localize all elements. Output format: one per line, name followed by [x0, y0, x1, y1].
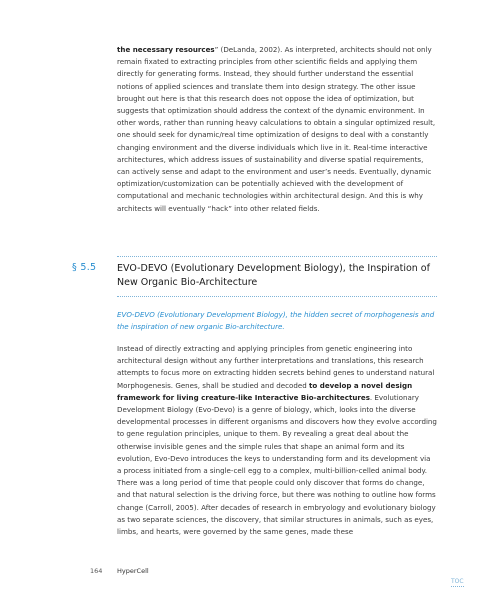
running-footer-title: HyperCell: [117, 567, 149, 575]
section-title: EVO-DEVO (Evolutionary Development Biology), the Inspiration of New Organic Bio-Architecture: [117, 263, 430, 288]
toc-link[interactable]: TOC: [451, 578, 464, 585]
body-paragraph: [117, 343, 437, 538]
section-divider-top: [117, 256, 437, 257]
bold-phrase: the necessary resources: [117, 45, 215, 54]
page-number: 164: [90, 567, 103, 575]
paragraph-text: Instead of directly extracting and applying principles from genetic engineering into architectural design without any further interpretations and translations, this research attempts to focus more on extracting hidden secrets behind genes to understand natural Morphogenesis. Genes, shall be studied and decoded: [117, 344, 435, 390]
section-divider-bottom: [117, 296, 437, 297]
body-paragraph: [117, 44, 437, 215]
section-number: § 5.5: [72, 262, 97, 273]
bold-phrase: to develop a novel design framework for living creature-like Interactive Bio-architectures: [117, 380, 413, 402]
paragraph-text: . Evolutionary Development Biology (Evo-Devo) is a genre of biology, which, looks into the diverse developmental processes in different organisms and discovers how they evolve according to gene regulation principles, unique to them. By revealing a great deal about the otherwise invisible genes and the simple rules that shape an animal form and its evolution, Evo-Devo introduces the keys to understanding form and its development via a process initiated from a single-cell egg to a complex, multi-billion-celled animal body. There was a long period of time that people could only discover that forms do change, and that natural selection is the driving force, but there was nothing to outline how forms change (Carroll, 2005). After decades of research in embryology and evolutionary biology as two separate sciences, the discovery, that similar structures in animals, such as eyes, limbs, and hearts, were governed by the same genes, made these: [117, 392, 437, 537]
paragraph-text: ” (DeLanda, 2002). As interpreted, architects should not only remain fixated to extracting principles from other scientific fields and applying them directly for generating forms. Instead, they should further understand the essential notions of applied sciences and translate them into design strategy. The other issue brought out here is that this research does not oppose the idea of optimization, but suggests that optimization should address the context of the dynamic environment. In other words, rather than running heavy calculations to obtain a singular optimized result, one should seek for dynamic/real time optimization of designs to deal with a constantly changing environment and the diverse individuals which live in it. Real-time interactive architectures, which address issues of sustainability and diverse spatial requirements, can actively sense and adapt to the environment and user’s needs. Eventually, dynamic optimization/customization can be potentially achieved with the development of computational and mechanic technologies within architectural design. And this is why architects will eventually “hack” into other related fields.: [117, 45, 436, 213]
section-subtitle: EVO-DEVO (Evolutionary Development Biology), the hidden secret of morphogenesis and the inspiration of new organic Bio-architecture.: [117, 310, 435, 332]
